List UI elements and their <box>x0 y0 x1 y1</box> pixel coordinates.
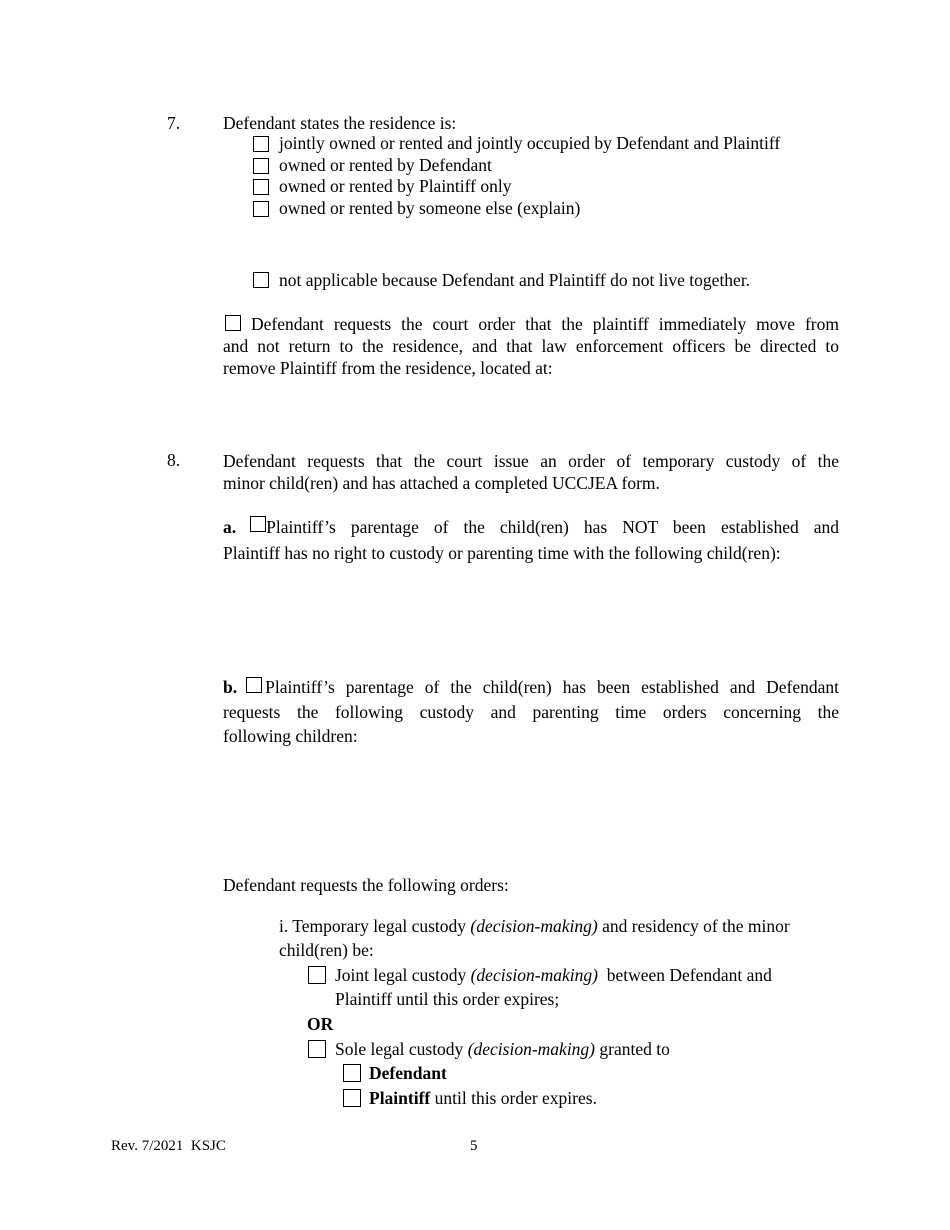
option-jointly-owned: jointly owned or rented and jointly occupied by Defendant and Plaintiff <box>279 133 781 153</box>
move-out-request-line-2: and not return to the residence, and that law enforcement officers be directed to <box>223 336 839 356</box>
item-b-paragraph <box>223 675 839 749</box>
section-8-number: 8. <box>167 450 181 470</box>
custody-item-i-line-1: i. Temporary legal custody (decision-making) and residency of the minor <box>279 916 790 936</box>
move-out-request-line-1: Defendant requests the court order that the plaintiff immediately move from <box>251 314 839 334</box>
item-a-line-2: Plaintiff has no right to custody or parenting time with the following child(ren): <box>223 543 781 563</box>
joint-custody-line-1: Joint legal custody (decision-making) between Defendant and <box>335 965 772 985</box>
option-owned-by-plaintiff: owned or rented by Plaintiff only <box>279 176 512 196</box>
item-b-label: b. <box>223 677 238 697</box>
item-b-line-3: following children: <box>223 726 358 746</box>
sole-defendant-label: Defendant <box>369 1063 447 1083</box>
joint-custody-line-2: Plaintiff until this order expires; <box>335 989 560 1009</box>
checkbox-jointly-owned[interactable] <box>253 136 269 152</box>
item-a-line-1: Plaintiff’s parentage of the child(ren) has NOT been established and <box>266 517 839 537</box>
checkbox-owned-by-defendant[interactable] <box>253 158 269 174</box>
section-8-intro-line-1: Defendant requests that the court issue an order of temporary custody of the <box>223 451 839 471</box>
sole-plaintiff-line: Plaintiff until this order expires. <box>369 1088 597 1108</box>
checkbox-sole-plaintiff[interactable] <box>343 1089 361 1107</box>
option-owned-by-someone-else: owned or rented by someone else (explain) <box>279 198 581 218</box>
move-out-request-line-3: remove Plaintiff from the residence, located at: <box>223 358 553 378</box>
checkbox-owned-by-someone-else[interactable] <box>253 201 269 217</box>
checkbox-not-applicable[interactable] <box>253 272 269 288</box>
sole-custody-line: Sole legal custody (decision-making) granted to <box>335 1039 670 1059</box>
item-a-paragraph <box>223 514 839 566</box>
checkbox-owned-by-plaintiff[interactable] <box>253 179 269 195</box>
item-b-line-2: requests the following custody and parenting time orders concerning the <box>223 701 839 722</box>
item-a-label: a. <box>223 517 237 537</box>
checkbox-sole-defendant[interactable] <box>343 1064 361 1082</box>
custody-item-i-line-2: child(ren) be: <box>279 940 374 960</box>
option-not-applicable: not applicable because Defendant and Plaintiff do not live together. <box>279 270 751 290</box>
revision-footer: Rev. 7/2021 KSJC <box>111 1138 226 1154</box>
checkbox-sole-legal-custody[interactable] <box>308 1040 326 1058</box>
checkbox-joint-legal-custody[interactable] <box>308 966 326 984</box>
item-b-line-1: Plaintiff’s parentage of the child(ren) has been established and Defendant <box>265 677 839 697</box>
section-8-intro <box>223 450 839 494</box>
move-out-request-paragraph <box>223 313 839 379</box>
section-8-intro-line-2: minor child(ren) and has attached a completed UCCJEA form. <box>223 473 660 493</box>
orders-intro: Defendant requests the following orders: <box>223 875 509 895</box>
section-7-number: 7. <box>167 113 181 133</box>
page-number: 5 <box>470 1138 478 1154</box>
option-owned-by-defendant: owned or rented by Defendant <box>279 155 492 175</box>
or-label: OR <box>307 1014 334 1034</box>
section-7-intro: Defendant states the residence is: <box>223 113 457 133</box>
